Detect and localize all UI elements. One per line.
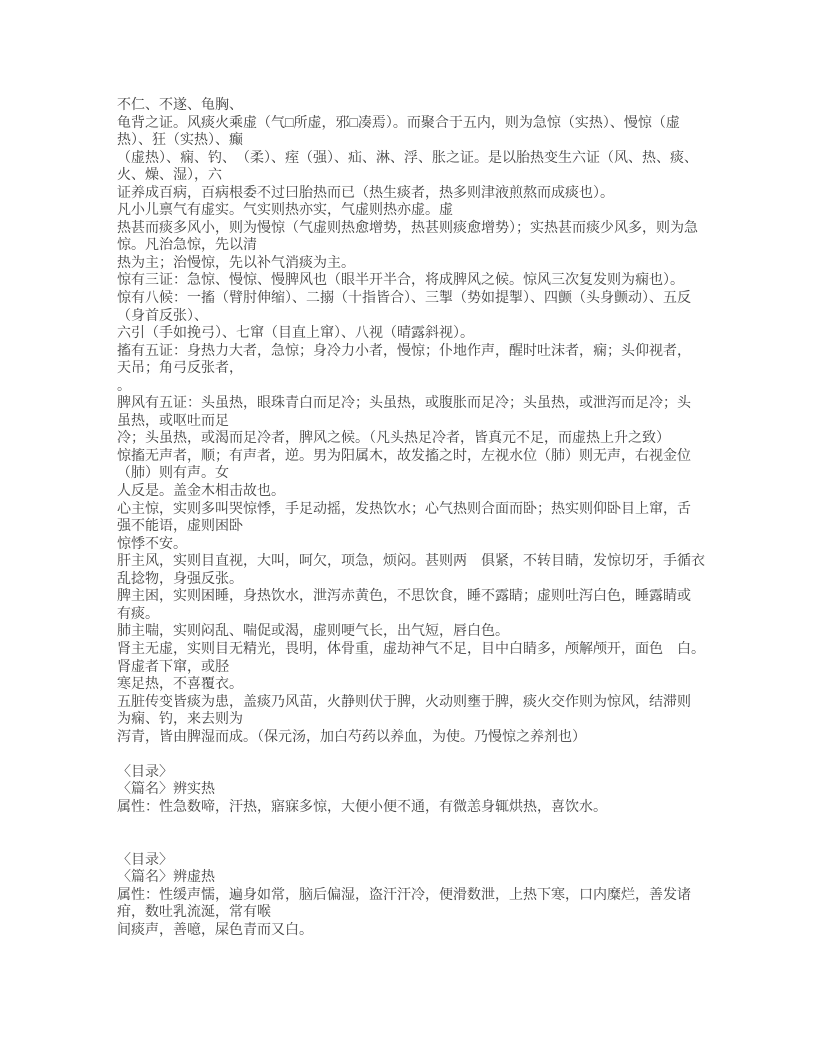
text-line: 。 [117, 378, 131, 394]
text-line: 肾虚者下窜，或胫 [117, 659, 229, 675]
text-line: 脾风有五证：头虽热，眼珠青白而足冷；头虽热，或腹胀而足冷；头虽热，或泄泻而足冷；头 [117, 396, 691, 412]
text-line: 惊有八候：一搐（臂肘伸缩）、二搦（十指皆合）、三掣（势如提掣）、四颤（头身颤动）、五反 [117, 291, 691, 307]
text-line: 惊有三证：急惊、慢惊、慢脾风也（眼半开半合，将成脾风之候。惊风三次复发则为痫也）。 [117, 273, 684, 289]
text-line: 乱捻物，身强反张。 [117, 571, 243, 587]
text-line: 五脏传变皆痰为患，盖痰乃风苗，火静则伏于脾，火动则壅于脾，痰火交作则为惊风，结滞则 [117, 694, 691, 710]
text-line: 为痫、钓，来去则为 [117, 712, 243, 728]
text-line: （虚热）、痫、钓、 （柔）、痓（强）、疝、淋、浮、胀之证。是以胎热变生六证（风、热、痰、 [117, 150, 698, 166]
text-line: 强不能语，虚则困卧 [117, 519, 243, 535]
text-line: 热甚而痰多风小，则为慢惊（气虚则热愈增势，热甚则痰愈增势）；实热甚而痰少风多，则为急 [117, 220, 698, 236]
text-line [117, 834, 757, 852]
text-line: 寒足热，不喜覆衣。 [117, 677, 243, 693]
text-line: 泻青，皆由脾湿而成。（保元汤，加白芍药以养血，为使。乃慢惊之养剂也） [117, 729, 586, 745]
text-line: 不仁、不遂、龟胸、 [117, 98, 243, 113]
text-line: 证养成百病，百病根委不过曰胎热而已（热生痰者，热多则津液煎熬而成痰也）。 [117, 185, 614, 201]
text-line: 惊。凡治急惊，先以清 [117, 238, 257, 254]
text-line: 天吊；角弓反张者， [117, 361, 243, 377]
text-line: 热）、狂（实热）、癫 [117, 133, 243, 149]
text-line: 有痰。 [117, 606, 159, 622]
text-line [117, 816, 757, 834]
text-line: 龟背之证。风痰火乘虚（气□所虚，邪□凑焉）。而聚合于五内，则为急惊（实热）、慢惊（虚 [117, 115, 680, 131]
text-line: 脾主困，实则困睡，身热饮水，泄泻赤黄色，不思饮食，睡不露睛；虚则吐泻白色，睡露睛或 [117, 589, 691, 605]
text-line: 凡小儿禀气有虚实。气实则热亦实，气虚则热亦虚。虚 [117, 203, 453, 219]
text-line: 惊悸不安。 [117, 536, 187, 552]
text-line: 搐有五证：身热力大者，急惊；身冷力小者，慢惊；仆地作声，醒时吐沫者，痫；头仰视者， [117, 343, 691, 359]
text-line: 热为主；治慢惊，先以补气消痰为主。 [117, 255, 355, 271]
text-line: 肾主无虚，实则目无精光，畏明，体骨重，虚劫神气不足，目中白睛多，颅解颅开，面色 白。 [117, 641, 705, 657]
text-line: （身首反张）、 [117, 308, 208, 324]
text-line: 属性：性急数啼，汗热，寤寐多惊，大便小便不通，有微恙身辄烘热，喜饮水。 [117, 799, 607, 815]
text-line: 火、燥、湿），六 [117, 168, 222, 184]
text-line: 六引（手如挽弓）、七窜（目直上窜）、八视（晴露斜视）。 [117, 326, 474, 342]
text-line: 人反是。盖金木相击故也。 [117, 484, 285, 500]
text-line [117, 746, 757, 764]
text-line: （肺）则有声。女 [117, 466, 229, 482]
text-line: 属性：性缓声懦，遍身如常，脑后偏湿，盗汗汗冷，便滑数泄，上热下寒，口内糜烂，善发诸 [117, 887, 691, 903]
document-text [117, 97, 757, 939]
text-line: 肺主喘，实则闷乱、喘促或渴，虚则哽气长，出气短，唇白色。 [117, 624, 509, 640]
text-line: 虽热，或呕吐而足 [117, 413, 229, 429]
text-line: 〈篇名〉辨实热 [117, 782, 215, 798]
text-line: 〈目录〉 [117, 764, 173, 780]
text-line: 冷；头虽热，或渴而足冷者，脾风之候。（凡头热足冷者，皆真元不足，而虚热上升之致） [117, 431, 670, 447]
text-line: 心主惊，实则多叫哭惊悸，手足动摇，发热饮水；心气热则合面而卧；热实则仰卧目上窜，舌 [117, 501, 691, 517]
text-line: 间痰声，善噫，屎色青而又白。 [117, 922, 313, 938]
text-line: 肝主风，实则目直视，大叫，呵欠，项急，烦闷。甚则两 俱紧，不转目睛，发惊切牙，手循衣 [117, 554, 705, 570]
text-line: 疳，数吐乳流涎，常有喉 [117, 905, 271, 921]
text-line: 〈目录〉 [117, 852, 173, 868]
text-line: 惊搐无声者，顺；有声者，逆。男为阳属木，故发搐之时，左视水位（肺）则无声，右视金位 [117, 448, 691, 464]
text-line: 〈篇名〉辨虚热 [117, 870, 215, 886]
